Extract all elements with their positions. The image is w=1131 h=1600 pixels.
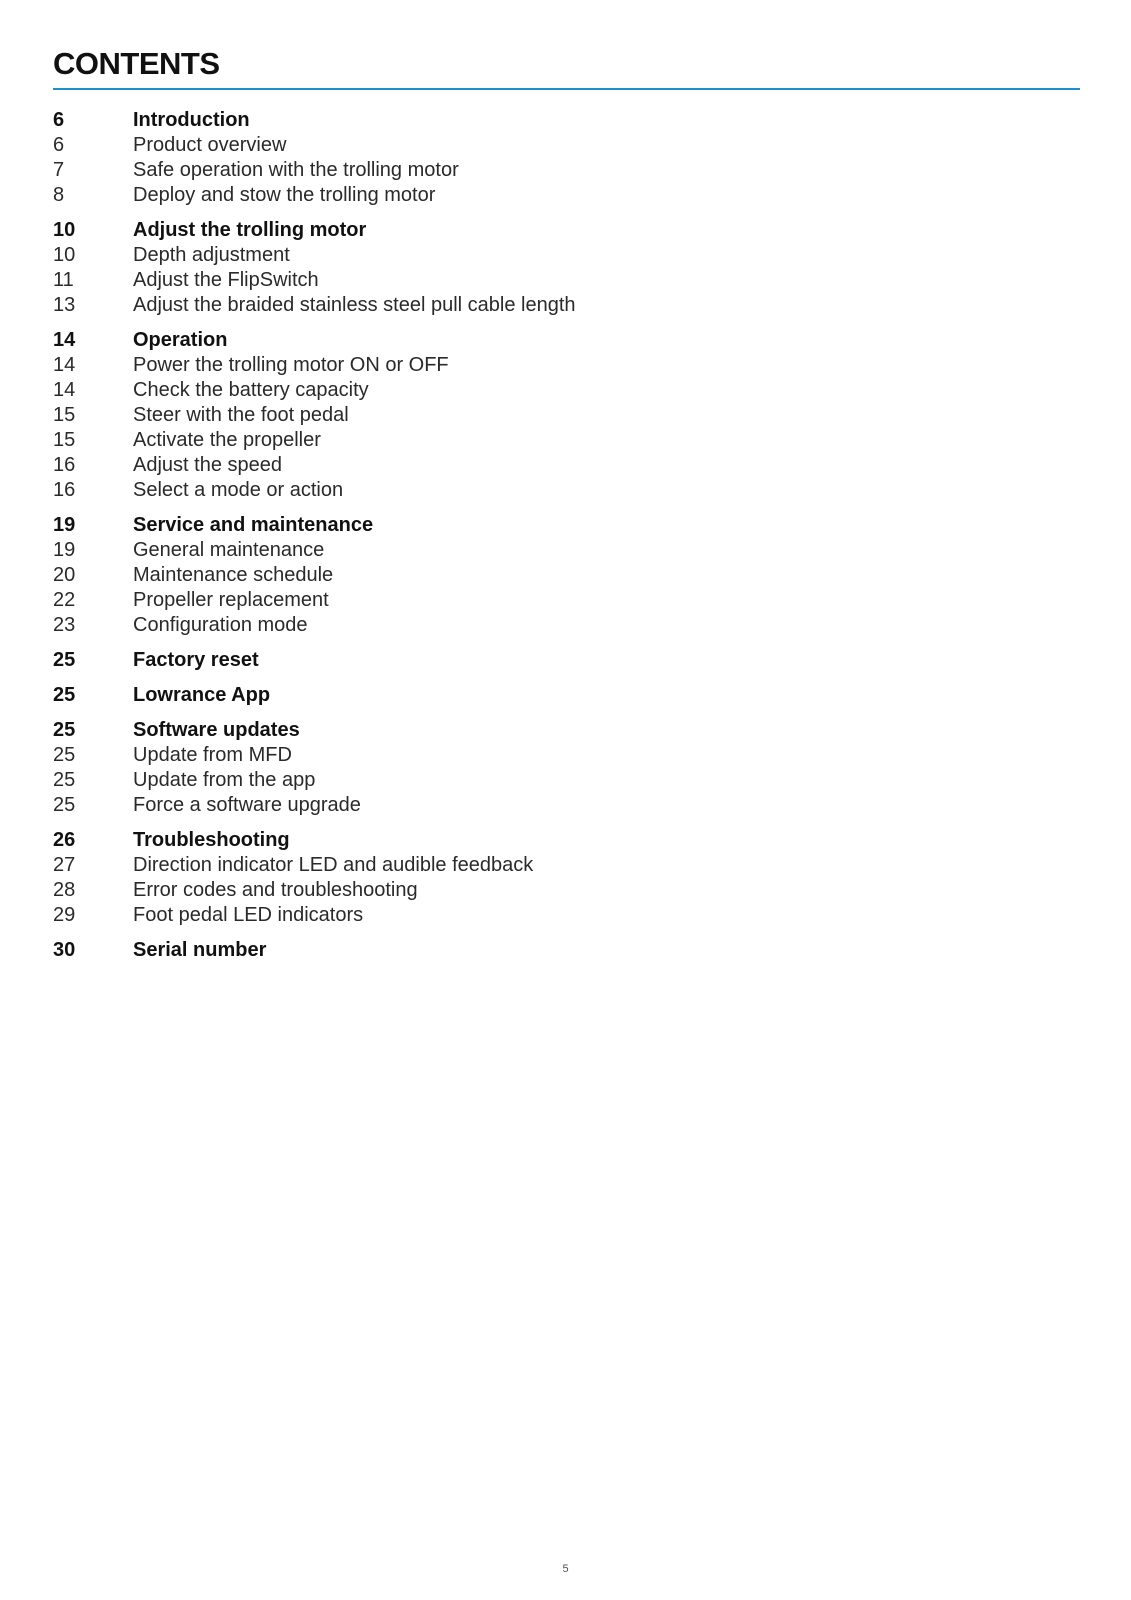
- toc-entry-title: Software updates: [133, 719, 300, 741]
- toc-entry-title: Activate the propeller: [133, 429, 321, 451]
- toc-entry[interactable]: [53, 478, 1053, 503]
- toc-entry-title: Update from the app: [133, 769, 316, 791]
- toc-page-number: 25: [53, 744, 76, 766]
- toc-section: [53, 328, 1053, 503]
- toc-entry[interactable]: [53, 353, 1053, 378]
- toc-entry-title: Depth adjustment: [133, 244, 290, 266]
- toc-page-number: 26: [53, 829, 76, 851]
- toc-entry-title: Propeller replacement: [133, 589, 329, 611]
- toc-entry[interactable]: [53, 133, 1053, 158]
- toc-entry[interactable]: [53, 538, 1053, 563]
- toc-page-number: 15: [53, 404, 76, 426]
- toc-section-heading[interactable]: [53, 938, 1053, 963]
- toc-section: [53, 218, 1053, 318]
- toc-entry[interactable]: [53, 853, 1053, 878]
- title-divider: [53, 88, 1080, 90]
- toc-entry[interactable]: [53, 743, 1053, 768]
- toc-page-number: 10: [53, 244, 76, 266]
- toc-entry[interactable]: [53, 293, 1053, 318]
- toc-entry-title: Power the trolling motor ON or OFF: [133, 354, 449, 376]
- toc-entry[interactable]: [53, 453, 1053, 478]
- toc-entry[interactable]: [53, 563, 1053, 588]
- toc-entry[interactable]: [53, 793, 1053, 818]
- toc-entry-title: Configuration mode: [133, 614, 308, 636]
- toc-page-number: 30: [53, 939, 76, 961]
- toc-entry-title: Adjust the trolling motor: [133, 219, 367, 241]
- toc-entry-title: Safe operation with the trolling motor: [133, 159, 459, 181]
- toc-page-number: 29: [53, 904, 76, 926]
- toc-entry-title: Serial number: [133, 939, 267, 961]
- toc-page-number: 15: [53, 429, 76, 451]
- toc-section-heading[interactable]: [53, 328, 1053, 353]
- toc-entry-title: Introduction: [133, 109, 250, 131]
- toc-entry-title: Update from MFD: [133, 744, 292, 766]
- toc-entry-title: Troubleshooting: [133, 829, 290, 851]
- toc-page-number: 25: [53, 769, 76, 791]
- toc-entry[interactable]: [53, 903, 1053, 928]
- toc-entry-title: Adjust the speed: [133, 454, 282, 476]
- toc-entry-title: Service and maintenance: [133, 514, 374, 536]
- toc-entry-title: Maintenance schedule: [133, 564, 334, 586]
- toc-page-number: 14: [53, 329, 76, 351]
- toc-page-number: 23: [53, 614, 76, 636]
- toc-section: [53, 828, 1053, 928]
- toc-section-heading[interactable]: [53, 108, 1053, 133]
- toc-entry[interactable]: [53, 878, 1053, 903]
- toc-entry-title: Product overview: [133, 134, 287, 156]
- toc-page-number: 6: [53, 134, 65, 156]
- toc-entry[interactable]: [53, 613, 1053, 638]
- toc-entry-title: Direction indicator LED and audible feedback: [133, 854, 534, 876]
- toc-entry-title: Steer with the foot pedal: [133, 404, 349, 426]
- toc-section-heading[interactable]: [53, 718, 1053, 743]
- toc-page-number: 11: [53, 269, 74, 291]
- toc-page-number: 16: [53, 479, 76, 501]
- toc-section-heading[interactable]: [53, 683, 1053, 708]
- toc-entry-title: Adjust the braided stainless steel pull cable length: [133, 294, 576, 316]
- toc-entry-title: General maintenance: [133, 539, 325, 561]
- toc-entry[interactable]: [53, 158, 1053, 183]
- toc-page-number: 16: [53, 454, 76, 476]
- toc-entry-title: Foot pedal LED indicators: [133, 904, 364, 926]
- toc-section: [53, 108, 1053, 208]
- toc-page-number: 8: [53, 184, 65, 206]
- toc-entry-title: Check the battery capacity: [133, 379, 369, 401]
- toc-entry[interactable]: [53, 268, 1053, 293]
- toc-entry[interactable]: [53, 768, 1053, 793]
- toc-entry[interactable]: [53, 243, 1053, 268]
- page-title: CONTENTS: [53, 46, 220, 81]
- toc-section: [53, 683, 1053, 708]
- toc-page-number: 22: [53, 589, 76, 611]
- toc-entry-title: Operation: [133, 329, 228, 351]
- toc-page-number: 25: [53, 719, 76, 741]
- toc-section-heading[interactable]: [53, 218, 1053, 243]
- toc-section-heading[interactable]: [53, 513, 1053, 538]
- toc-entry[interactable]: [53, 428, 1053, 453]
- toc-page-number: 14: [53, 379, 76, 401]
- toc-section: [53, 718, 1053, 818]
- toc-entry-title: Select a mode or action: [133, 479, 344, 501]
- toc-page-number: 13: [53, 294, 76, 316]
- toc-entry-title: Lowrance App: [133, 684, 271, 706]
- toc-page-number: 27: [53, 854, 76, 876]
- toc-page-number: 19: [53, 514, 76, 536]
- toc-section: [53, 513, 1053, 638]
- toc-page-number: 25: [53, 794, 76, 816]
- table-of-contents: [53, 108, 1053, 973]
- toc-entry[interactable]: [53, 588, 1053, 613]
- toc-entry-title: Force a software upgrade: [133, 794, 361, 816]
- toc-page-number: 14: [53, 354, 76, 376]
- toc-page-number: 25: [53, 684, 76, 706]
- toc-page-number: 20: [53, 564, 76, 586]
- toc-page-number: 19: [53, 539, 76, 561]
- toc-section-heading[interactable]: [53, 828, 1053, 853]
- toc-entry-title: Deploy and stow the trolling motor: [133, 184, 436, 206]
- toc-page-number: 25: [53, 649, 76, 671]
- toc-page-number: 6: [53, 109, 65, 131]
- toc-page-number: 7: [53, 159, 65, 181]
- toc-section: [53, 938, 1053, 963]
- toc-section: [53, 648, 1053, 673]
- toc-entry-title: Adjust the FlipSwitch: [133, 269, 319, 291]
- toc-entry[interactable]: [53, 183, 1053, 208]
- toc-section-heading[interactable]: [53, 648, 1053, 673]
- toc-entry-title: Factory reset: [133, 649, 259, 671]
- toc-entry[interactable]: [53, 378, 1053, 403]
- toc-entry-title: Error codes and troubleshooting: [133, 879, 418, 901]
- page-number: 5: [562, 1563, 569, 1575]
- toc-entry[interactable]: [53, 403, 1053, 428]
- toc-page-number: 10: [53, 219, 76, 241]
- toc-page-number: 28: [53, 879, 76, 901]
